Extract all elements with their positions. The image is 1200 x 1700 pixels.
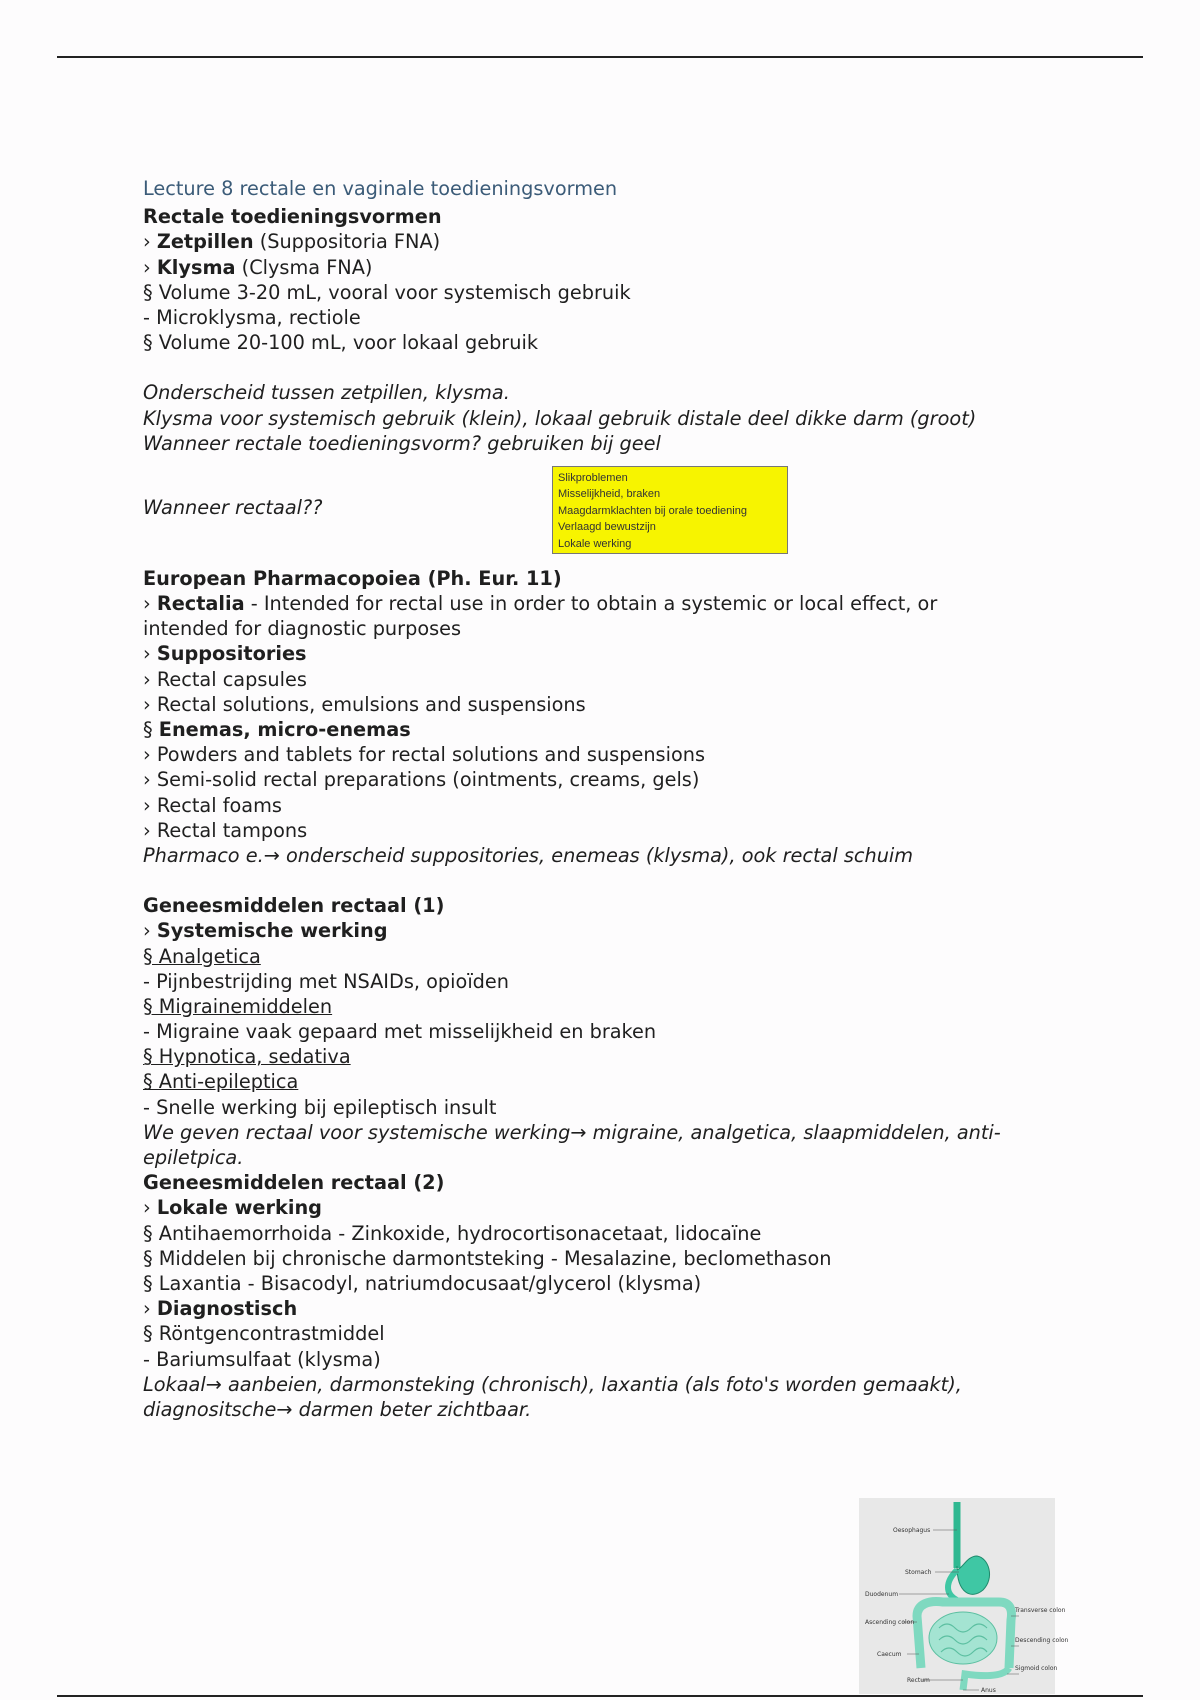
list-item: - Pijnbestrijding met NSAIDs, opioïden: [143, 969, 510, 993]
note-line: We geven rectaal voor systemische werking→ migraine, analgetica, slaapmiddelen, anti-epiletpica.: [143, 1120, 1001, 1170]
highlight-item: Lokale werking: [558, 537, 632, 550]
list-item: › Klysma (Clysma FNA): [143, 255, 373, 279]
list-item: § Laxantia - Bisacodyl, natriumdocusaat/glycerol (klysma): [143, 1271, 702, 1295]
diagram-label: Duodenum: [865, 1591, 899, 1598]
diagram-label: Descending colon: [1015, 1637, 1069, 1644]
diagram-label: Caecum: [877, 1651, 902, 1658]
highlight-box: [552, 466, 788, 554]
list-item: › Rectal solutions, emulsions and suspensions: [143, 692, 586, 716]
list-item: § Volume 20-100 mL, voor lokaal gebruik: [143, 331, 538, 355]
list-item: - Microklysma, rectiole: [143, 305, 361, 329]
why-rectal-row: [143, 464, 1043, 560]
section-heading-rectaal-1: Geneesmiddelen rectaal (1): [143, 894, 445, 918]
page-title: Lecture 8 rectale en vaginale toedieningsvormen: [143, 177, 618, 200]
document-body: [143, 176, 1043, 1422]
digestive-tract-diagram: [859, 1498, 1069, 1694]
digestive-tract-illustration: [859, 1498, 1069, 1694]
diagram-label: Transverse colon: [1015, 1607, 1066, 1614]
list-item: › Zetpillen (Suppositoria FNA): [143, 230, 441, 254]
list-item: › Rectal capsules: [143, 667, 307, 691]
note-line: Pharmaco e.→ onderscheid suppositories, enemeas (klysma), ook rectal schuim: [143, 843, 914, 867]
diagram-label: Stomach: [905, 1569, 932, 1576]
section-heading-rectale: Rectale toedieningsvormen: [143, 205, 442, 229]
diagram-label: Rectum: [907, 1677, 930, 1684]
diagram-label: Ascending colon: [865, 1619, 915, 1626]
list-item: › Powders and tablets for rectal solutions and suspensions: [143, 743, 706, 767]
list-item: › Lokale werking: [143, 1196, 322, 1220]
highlight-item: Verlaagd bewustzijn: [558, 521, 656, 534]
note-line: Onderscheid tussen zetpillen, klysma.: [143, 381, 510, 405]
note-line: Klysma voor systemisch gebruik (klein), lokaal gebruik distale deel dikke darm (groot): [143, 406, 977, 430]
footer-rule: [57, 1695, 1143, 1697]
note-line: Wanneer rectale toedieningsvorm? gebruiken bij geel: [143, 431, 661, 455]
highlight-item: Misselijkheid, braken: [558, 488, 661, 501]
list-item: § Analgetica: [143, 944, 261, 968]
diagram-label: Oesophagus: [893, 1527, 931, 1534]
list-item: › Diagnostisch: [143, 1297, 298, 1321]
list-item: § Enemas, micro-enemas: [143, 718, 411, 741]
section-heading-rectaal-2: Geneesmiddelen rectaal (2): [143, 1171, 445, 1195]
list-item: § Röntgencontrastmiddel: [143, 1322, 385, 1346]
list-item: § Antihaemorrhoida - Zinkoxide, hydrocortisonacetaat, lidocaïne: [143, 1221, 762, 1245]
list-item: § Middelen bij chronische darmontsteking - Mesalazine, beclomethason: [143, 1246, 832, 1270]
list-item: - Migraine vaak gepaard met misselijkheid en braken: [143, 1020, 657, 1044]
list-item: › Rectalia - Intended for rectal use in order to obtain a systemic or local effect, or: [143, 592, 938, 616]
list-item: › Rectal tampons: [143, 818, 308, 842]
diagram-label: Sigmoid colon: [1015, 1665, 1058, 1672]
list-item: § Hypnotica, sedativa: [143, 1045, 351, 1069]
list-item: - Snelle werking bij epileptisch insult: [143, 1095, 497, 1119]
list-item: › Systemische werking: [143, 919, 388, 943]
note-line: Lokaal→ aanbeien, darmonsteking (chronisch), laxantia (als foto's worden gemaakt), diagnositsche→ darmen beter zichtbaar.: [143, 1372, 962, 1421]
list-item: › Suppositories: [143, 642, 307, 666]
highlight-item: Slikproblemen: [558, 471, 628, 484]
list-item: › Rectal foams: [143, 793, 282, 817]
list-item-continuation: intended for diagnostic purposes: [143, 617, 462, 641]
section-heading-pharmacopoeia: European Pharmacopoiea (Ph. Eur. 11): [143, 566, 562, 590]
diagram-label: Anus: [981, 1687, 996, 1694]
header-rule: [57, 56, 1143, 58]
list-item: - Bariumsulfaat (klysma): [143, 1347, 381, 1371]
list-item: § Volume 3-20 mL, vooral voor systemisch gebruik: [143, 280, 631, 304]
list-item: › Semi-solid rectal preparations (ointments, creams, gels): [143, 768, 700, 792]
list-item: § Anti-epileptica: [143, 1070, 299, 1094]
highlight-item: Maagdarmklachten bij orale toediening: [558, 504, 747, 517]
list-item: § Migrainemiddelen: [143, 994, 333, 1018]
why-rectal-label: Wanneer rectaal??: [143, 495, 323, 519]
